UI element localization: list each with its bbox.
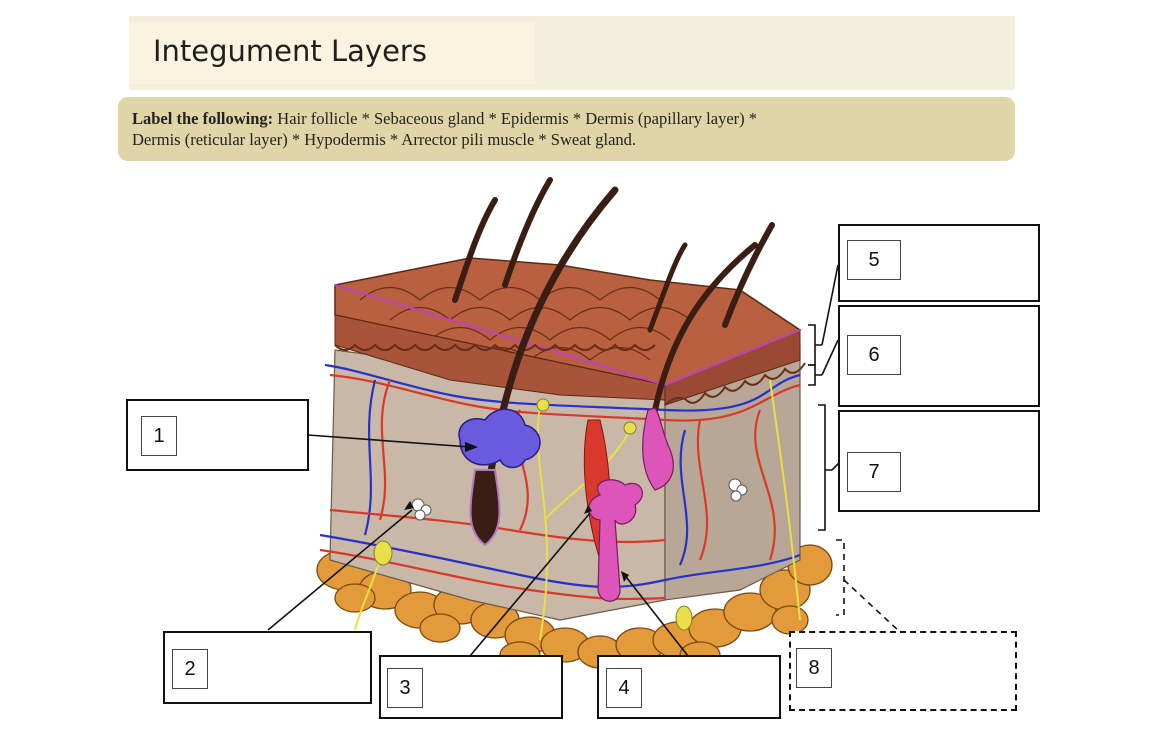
label-number-1: 1	[141, 416, 177, 456]
label-number-3: 3	[387, 668, 423, 708]
label-box-5[interactable]	[838, 224, 1040, 302]
instructions-line-2: Dermis (reticular layer) * Hypodermis * Arrector pili muscle * Sweat gland.	[132, 130, 637, 149]
label-box-7[interactable]	[838, 410, 1040, 512]
label-number-6: 6	[847, 335, 901, 375]
label-box-8[interactable]	[789, 631, 1017, 711]
page-title: Integument Layers	[153, 34, 427, 68]
label-number-7: 7	[847, 452, 901, 492]
label-number-8: 8	[796, 648, 832, 688]
instructions-lead: Label the following:	[132, 109, 274, 128]
hair-follicle	[471, 470, 500, 545]
label-box-3[interactable]	[379, 655, 563, 719]
label-box-4[interactable]	[597, 655, 781, 719]
label-box-6[interactable]	[838, 305, 1040, 407]
instructions-line-1: Hair follicle * Sebaceous gland * Epidermis * Dermis (papillary layer) *	[273, 109, 758, 128]
label-number-2: 2	[172, 649, 208, 689]
label-box-1[interactable]	[126, 399, 309, 471]
label-number-5: 5	[847, 240, 901, 280]
label-number-4: 4	[606, 668, 642, 708]
label-box-2[interactable]	[163, 631, 372, 704]
